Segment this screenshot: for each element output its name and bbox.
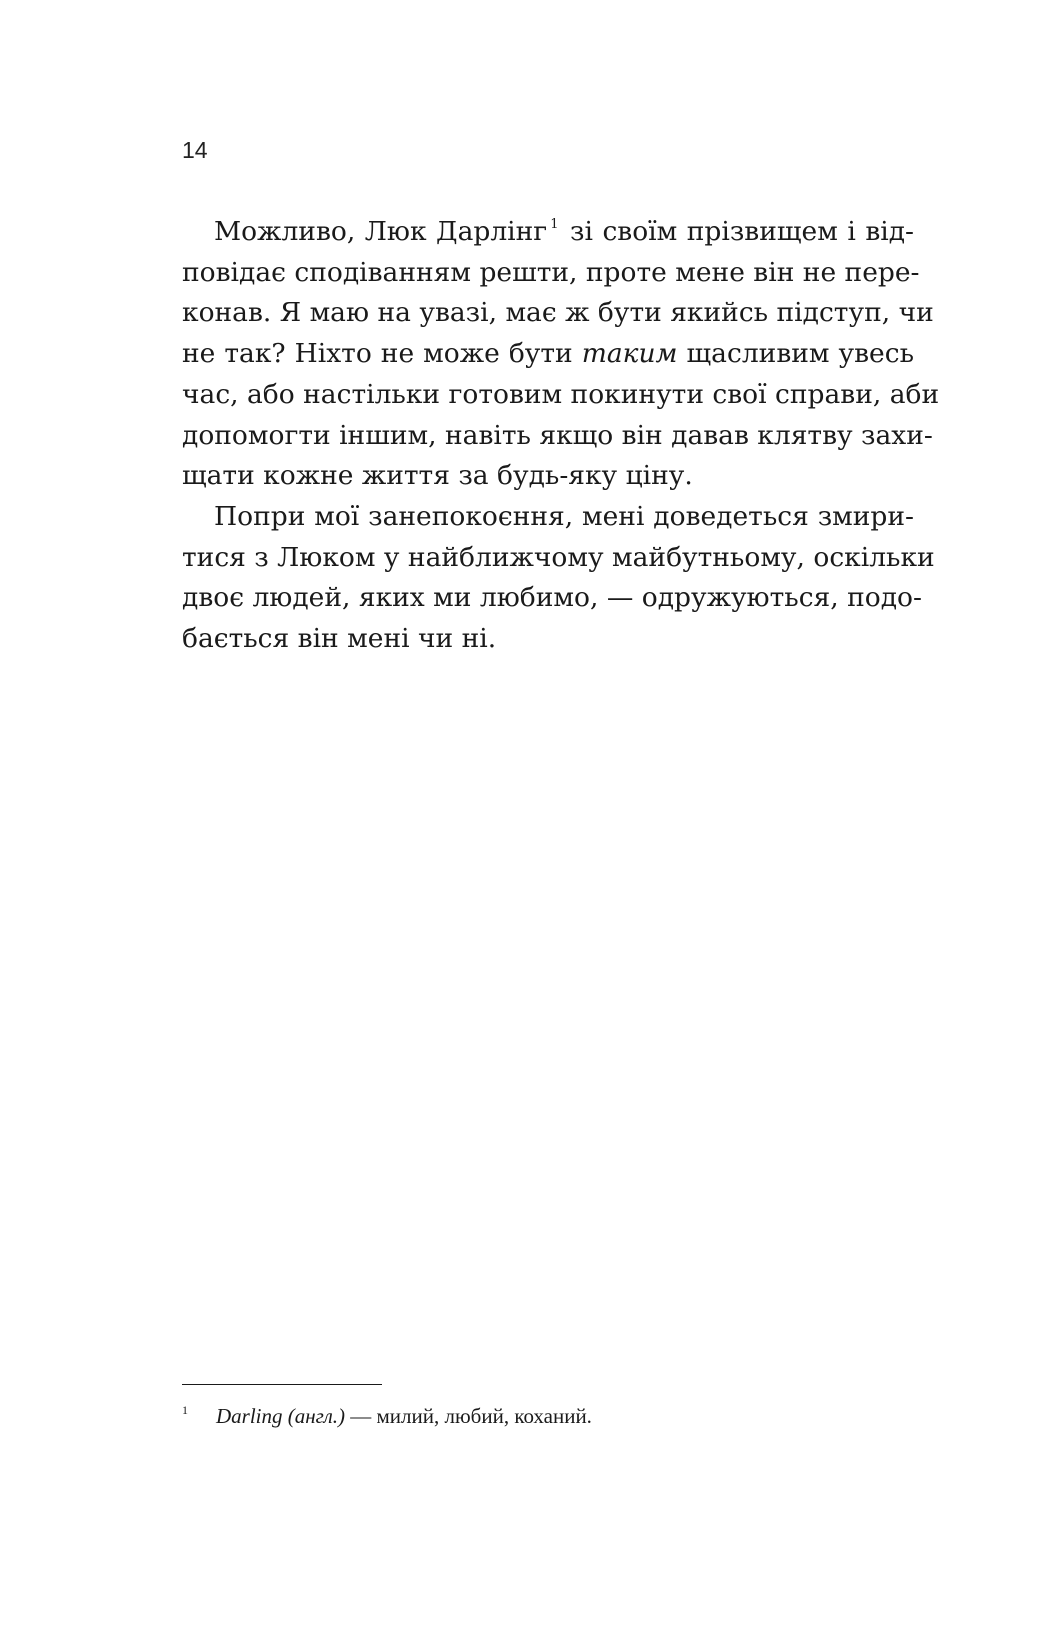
text-span: Можливо, Люк Дарлінг xyxy=(214,216,548,247)
text-line xyxy=(182,334,914,375)
page-number: 14 xyxy=(182,137,208,163)
text-line xyxy=(182,497,914,538)
footnote-definition: — милий, любий, коханий. xyxy=(345,1404,592,1428)
footnote: 1 Darling (англ.) — милий, любий, коханий. xyxy=(182,1403,592,1428)
paragraph-2 xyxy=(182,497,935,660)
text-span: Попри мої занепокоєння, мені доведеться змири- xyxy=(214,500,914,532)
footnote-language: (англ.) xyxy=(287,1404,345,1428)
text-line: бається він мені чи ні. xyxy=(182,623,497,655)
text-line: час, або настільки готовим покинути свої справи, аби xyxy=(182,378,940,410)
text-span: щасливим увесь xyxy=(677,338,914,370)
footnote-reference: 1 xyxy=(550,217,559,232)
paragraph-1 xyxy=(182,212,940,497)
text-line: повідає сподіванням решти, проте мене він не пере- xyxy=(182,256,920,288)
text-line: щати кожне життя за будь-яку ціну. xyxy=(182,460,693,492)
text-span: не так? Ніхто не може бути xyxy=(182,338,582,370)
emphasis: таким xyxy=(581,338,678,370)
footnote-divider xyxy=(182,1384,382,1385)
text-span: зі своїм прізвищем і від- xyxy=(570,216,914,247)
text-line xyxy=(182,212,914,253)
text-line: допомогти іншим, навіть якщо він давав клятву захи- xyxy=(182,419,933,451)
footnote-term: Darling xyxy=(216,1404,283,1428)
text-line: двоє людей, яких ми любимо, — одружуються, подо- xyxy=(182,582,922,614)
body-text xyxy=(182,212,940,660)
text-line: тися з Люком у найближчому майбутньому, оскільки xyxy=(182,541,935,573)
text-line: конав. Я маю на увазі, має ж бути якийсь підступ, чи xyxy=(182,297,934,329)
